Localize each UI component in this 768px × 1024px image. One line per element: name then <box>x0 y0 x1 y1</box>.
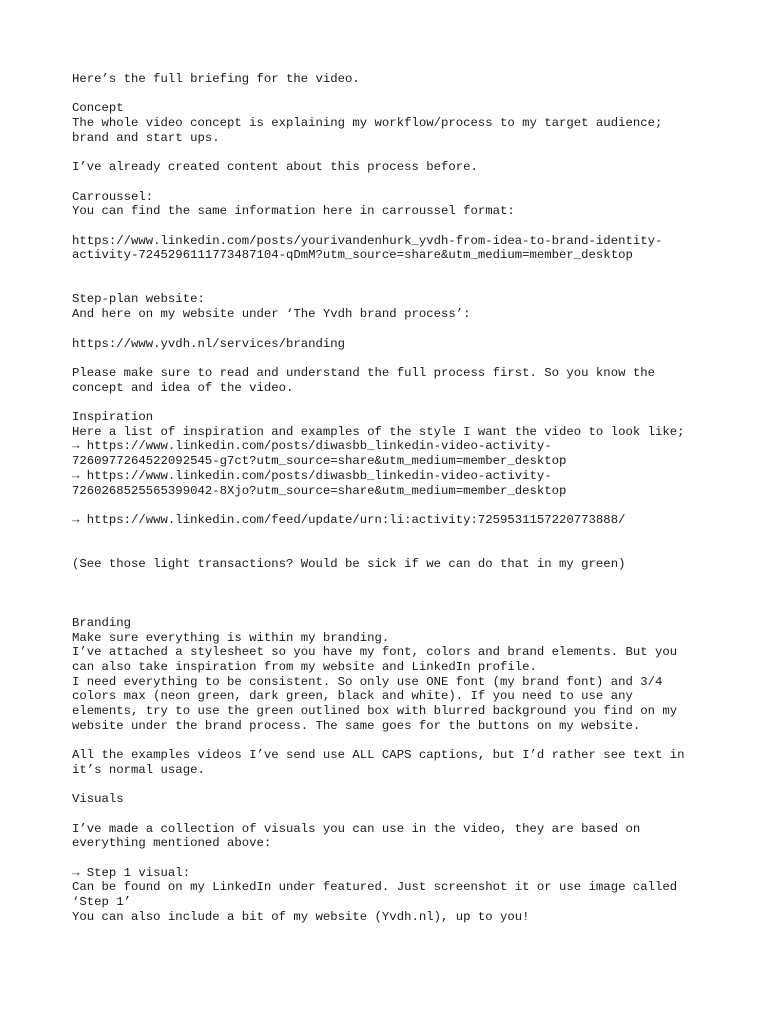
concept-note: I’ve already created content about this process before. <box>72 160 478 175</box>
inspiration-remark: (See those light transactions? Would be sick if we can do that in my green) <box>72 557 626 572</box>
stepplan-read-line: Please make sure to read and understand the full process first. So you know the <box>72 365 655 380</box>
intro-text: Here’s the full briefing for the video. <box>72 72 360 86</box>
carroussel-text: You can find the same information here in carroussel format: <box>72 204 515 219</box>
visuals-collection-line: I’ve made a collection of visuals you can use in the video, they are based on <box>72 821 641 836</box>
carroussel-heading: Carroussel: <box>72 189 154 204</box>
step1-line: ‘Step 1’ <box>72 895 132 910</box>
inspiration-link-1[interactable]: → https://www.linkedin.com/posts/diwasbb_linkedin-video-activity- <box>72 439 552 454</box>
branding-line: Make sure everything is within my branding. <box>72 630 390 645</box>
stepplan-heading: Step-plan website: <box>72 292 205 307</box>
branding-line: can also take inspiration from my website and LinkedIn profile. <box>72 659 537 674</box>
inspiration-heading: Inspiration <box>72 410 154 425</box>
inspiration-feed-link[interactable]: → https://www.linkedin.com/feed/update/urn:li:activity:7259531157220773888/ <box>72 512 626 527</box>
visuals-heading: Visuals <box>72 792 124 807</box>
branding-line: elements, try to use the green outlined box with blurred background you find on my <box>72 704 678 719</box>
stepplan-url[interactable]: https://www.yvdh.nl/services/branding <box>72 336 346 351</box>
step1-line: You can also include a bit of my website (Yvdh.nl), up to you! <box>72 909 530 924</box>
branding-caps-line: it’s normal usage. <box>72 762 205 777</box>
inspiration-text: Here a list of inspiration and examples of the style I want the video to look like; <box>72 424 685 439</box>
step1-line: → Step 1 visual: <box>72 865 191 880</box>
visuals-collection-line: everything mentioned above: <box>72 836 272 851</box>
stepplan-text: And here on my website under ‘The Yvdh brand process’: <box>72 307 471 322</box>
branding-line: I need everything to be consistent. So only use ONE font (my brand font) and 3/4 <box>72 674 663 689</box>
inspiration-link-2[interactable]: 7260268525565399042-8Xjo?utm_source=share&utm_medium=member_desktop <box>72 483 567 498</box>
step1-line: Can be found on my LinkedIn under featured. Just screenshot it or use image called <box>72 880 678 895</box>
document-page <box>72 72 712 925</box>
branding-line: website under the brand process. The same goes for the buttons on my website. <box>72 718 641 733</box>
branding-heading: Branding <box>72 615 132 630</box>
concept-heading: Concept <box>72 101 124 116</box>
branding-line: colors max (neon green, dark green, black and white). If you need to use any <box>72 689 633 704</box>
inspiration-link-2[interactable]: → https://www.linkedin.com/posts/diwasbb_linkedin-video-activity- <box>72 468 552 483</box>
concept-line: brand and start ups. <box>72 130 220 145</box>
concept-line: The whole video concept is explaining my workflow/process to my target audience; <box>72 116 663 131</box>
carroussel-url-line[interactable]: activity-7245296111773487104-qDmM?utm_source=share&utm_medium=member_desktop <box>72 248 633 263</box>
carroussel-url-line[interactable]: https://www.linkedin.com/posts/yourivandenhurk_yvdh-from-idea-to-brand-identity- <box>72 233 663 248</box>
inspiration-link-1[interactable]: 7260977264522092545-g7ct?utm_source=share&utm_medium=member_desktop <box>72 454 567 469</box>
branding-caps-line: All the examples videos I’ve send use ALL CAPS captions, but I’d rather see text in <box>72 748 685 763</box>
branding-line: I’ve attached a stylesheet so you have my font, colors and brand elements. But you <box>72 645 678 660</box>
stepplan-read-line: concept and idea of the video. <box>72 380 294 395</box>
